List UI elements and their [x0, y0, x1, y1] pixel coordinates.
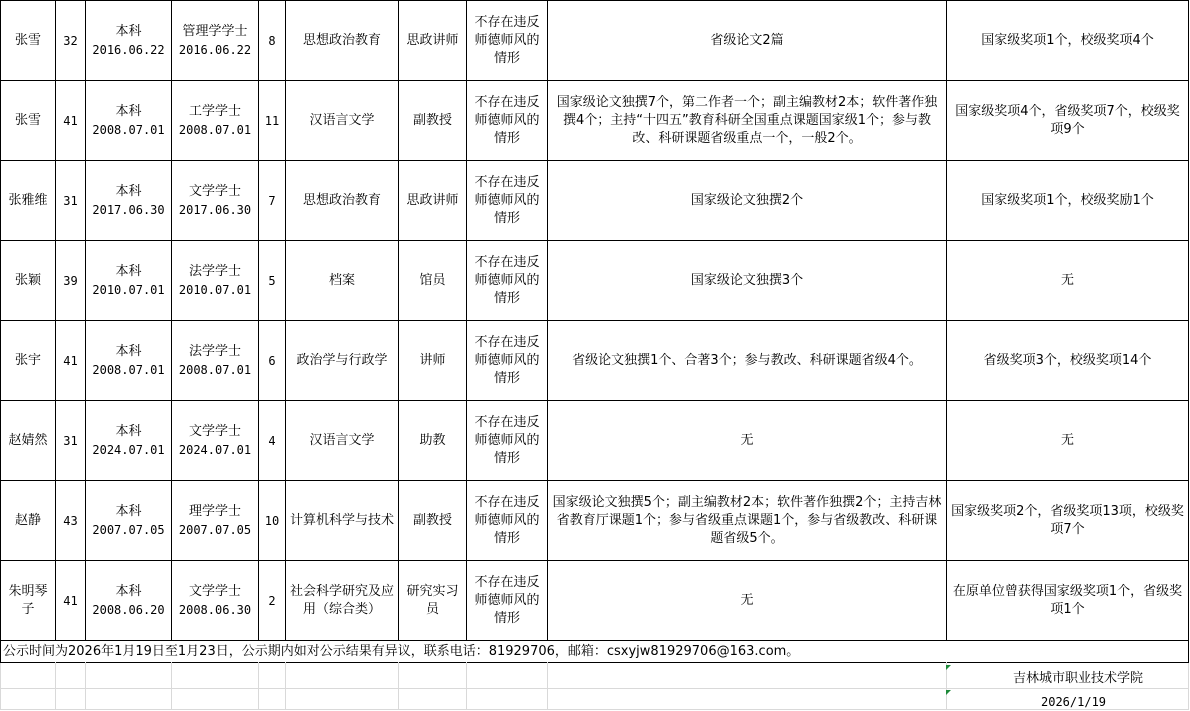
table-row	[1, 401, 1189, 481]
position-cell: 助教	[399, 401, 467, 481]
degree-label: 本科	[115, 423, 142, 439]
degree-cell	[86, 321, 172, 401]
awards-cell: 省级奖项3个，校级奖项14个	[947, 321, 1189, 401]
title-label: 法学学士	[188, 343, 241, 359]
position-cell: 研究实习员	[399, 561, 467, 641]
title-cell	[172, 401, 259, 481]
position-cell: 副教授	[399, 481, 467, 561]
ethics-cell: 不存在违反师德师风的情形	[467, 481, 548, 561]
awards-cell: 无	[947, 241, 1189, 321]
name-cell: 张颖	[1, 241, 56, 321]
degree-date: 2017.06.30	[92, 202, 165, 217]
position-cell: 讲师	[399, 321, 467, 401]
awards-cell: 国家级奖项2个，省级奖项13项，校级奖项7个	[947, 481, 1189, 561]
title-date: 2008.07.01	[178, 122, 252, 137]
degree-label: 本科	[115, 23, 142, 39]
awards-cell: 无	[947, 401, 1189, 481]
degree-cell	[86, 1, 172, 81]
position-cell: 馆员	[399, 241, 467, 321]
ethics-cell: 不存在违反师德师风的情形	[467, 241, 548, 321]
name-cell: 张宇	[1, 321, 56, 401]
awards-cell: 在原单位曾获得国家级奖项1个，省级奖项1个	[947, 561, 1189, 641]
degree-cell	[86, 81, 172, 161]
degree-label: 本科	[115, 183, 142, 199]
table-row	[1, 321, 1189, 401]
ethics-cell: 不存在违反师德师风的情形	[467, 161, 548, 241]
major-cell: 思想政治教育	[286, 1, 399, 81]
name-cell: 朱明琴子	[1, 561, 56, 641]
table-row	[1, 561, 1189, 641]
name-cell: 张雪	[1, 1, 56, 81]
degree-date: 2016.06.22	[92, 42, 165, 57]
title-cell	[172, 161, 259, 241]
title-cell	[172, 481, 259, 561]
awards-cell: 国家级奖项4个，省级奖项7个，校级奖项9个	[947, 81, 1189, 161]
years-cell: 11	[259, 81, 286, 161]
age-cell: 41	[56, 561, 86, 641]
degree-date: 2008.07.01	[92, 122, 165, 137]
years-cell: 2	[259, 561, 286, 641]
degree-date: 2024.07.01	[92, 442, 165, 457]
footer-date: 2026/1/19	[1041, 695, 1107, 709]
title-label: 文学学士	[188, 423, 241, 439]
name-cell: 张雪	[1, 81, 56, 161]
major-cell: 汉语言文学	[286, 401, 399, 481]
major-cell: 汉语言文学	[286, 81, 399, 161]
degree-cell	[86, 161, 172, 241]
table-row	[1, 81, 1189, 161]
name-cell: 赵婧然	[1, 401, 56, 481]
research-cell: 无	[548, 561, 947, 641]
years-cell: 8	[259, 1, 286, 81]
degree-label: 本科	[115, 343, 142, 359]
years-cell: 4	[259, 401, 286, 481]
research-cell: 国家级论文独撰2个	[548, 161, 947, 241]
degree-cell	[86, 401, 172, 481]
title-date: 2017.06.30	[178, 202, 252, 217]
research-cell: 国家级论文独撰3个	[548, 241, 947, 321]
research-cell: 省级论文2篇	[548, 1, 947, 81]
major-cell: 政治学与行政学	[286, 321, 399, 401]
notice-text: 公示时间为2026年1月19日至1月23日，公示期内如对公示结果有异议，联系电话：81929706，邮箱：csxyjw81929706@163.com。	[1, 641, 1189, 663]
research-cell: 国家级论文独撰7个，第二作者一个；副主编教材2本；软件著作独撰4个；主持“十四五”教育科研全国重点课题国家级1个；参与教改、科研课题省级重点一个，一般2个。	[548, 81, 947, 161]
footer-org: 吉林城市职业技术学院	[1013, 671, 1144, 686]
research-cell: 省级论文独撰1个、合著3个；参与教改、科研课题省级4个。	[548, 321, 947, 401]
table-row	[1, 161, 1189, 241]
major-cell: 社会科学研究及应用（综合类）	[286, 561, 399, 641]
cell-comment-marker	[946, 665, 951, 670]
major-cell: 计算机科学与技术	[286, 481, 399, 561]
years-cell: 7	[259, 161, 286, 241]
age-cell: 31	[56, 161, 86, 241]
title-date: 2007.07.05	[178, 522, 252, 537]
table-row	[1, 481, 1189, 561]
position-cell: 副教授	[399, 81, 467, 161]
degree-date: 2010.07.01	[92, 282, 165, 297]
major-cell: 档案	[286, 241, 399, 321]
title-cell	[172, 1, 259, 81]
ethics-cell: 不存在违反师德师风的情形	[467, 81, 548, 161]
title-cell	[172, 81, 259, 161]
title-label: 法学学士	[188, 263, 241, 279]
degree-label: 本科	[115, 503, 142, 519]
degree-cell	[86, 561, 172, 641]
title-date: 2008.07.01	[178, 362, 252, 377]
awards-cell: 国家级奖项1个，校级奖励1个	[947, 161, 1189, 241]
title-date: 2016.06.22	[178, 42, 252, 57]
table-row	[1, 1, 1189, 81]
title-date: 2010.07.01	[178, 282, 252, 297]
degree-cell	[86, 241, 172, 321]
age-cell: 41	[56, 81, 86, 161]
position-cell: 思政讲师	[399, 161, 467, 241]
major-cell: 思想政治教育	[286, 161, 399, 241]
degree-date: 2008.06.20	[92, 602, 165, 617]
title-cell	[172, 561, 259, 641]
age-cell: 31	[56, 401, 86, 481]
age-cell: 32	[56, 1, 86, 81]
cell-comment-marker	[946, 690, 951, 695]
name-cell: 赵静	[1, 481, 56, 561]
ethics-cell: 不存在违反师德师风的情形	[467, 401, 548, 481]
degree-label: 本科	[115, 583, 142, 599]
name-cell: 张雅维	[1, 161, 56, 241]
title-date: 2024.07.01	[178, 442, 252, 457]
research-cell: 国家级论文独撰5个；副主编教材2本；软件著作独撰2个；主持吉林省教育厅课题1个；参与省级重点课题1个，参与省级教改、科研课题省级5个。	[548, 481, 947, 561]
title-label: 理学学士	[188, 503, 241, 519]
ethics-cell: 不存在违反师德师风的情形	[467, 561, 548, 641]
years-cell: 6	[259, 321, 286, 401]
title-label: 文学学士	[188, 183, 241, 199]
age-cell: 43	[56, 481, 86, 561]
research-cell: 无	[548, 401, 947, 481]
awards-cell: 国家级奖项1个，校级奖项4个	[947, 1, 1189, 81]
title-cell	[172, 241, 259, 321]
title-label: 工学学士	[188, 103, 241, 119]
years-cell: 10	[259, 481, 286, 561]
degree-date: 2008.07.01	[92, 362, 165, 377]
degree-label: 本科	[115, 103, 142, 119]
title-cell	[172, 321, 259, 401]
degree-cell	[86, 481, 172, 561]
ethics-cell: 不存在违反师德师风的情形	[467, 1, 548, 81]
years-cell: 5	[259, 241, 286, 321]
ethics-cell: 不存在违反师德师风的情形	[467, 321, 548, 401]
title-label: 管理学学士	[182, 23, 248, 39]
age-cell: 41	[56, 321, 86, 401]
title-label: 文学学士	[188, 583, 241, 599]
degree-date: 2007.07.05	[92, 522, 165, 537]
title-date: 2008.06.30	[178, 602, 252, 617]
degree-label: 本科	[115, 263, 142, 279]
table-row	[1, 241, 1189, 321]
position-cell: 思政讲师	[399, 1, 467, 81]
age-cell: 39	[56, 241, 86, 321]
